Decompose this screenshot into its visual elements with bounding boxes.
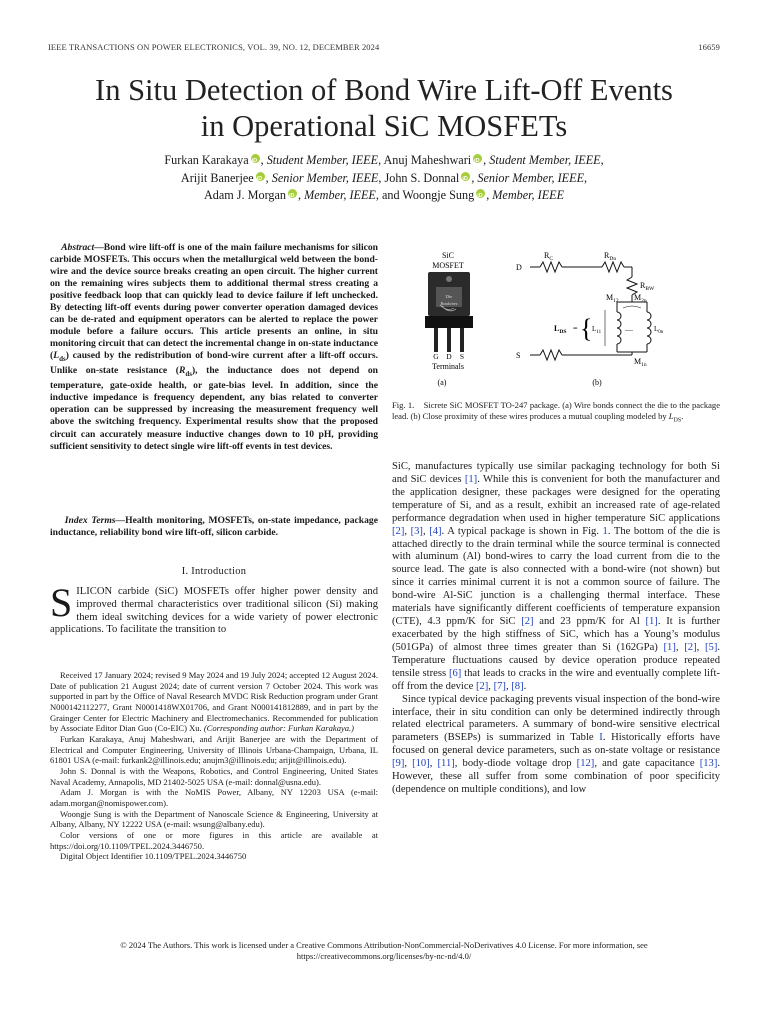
citation-link[interactable]: [13] — [699, 758, 718, 770]
subfigure-b-label: (b) — [592, 378, 602, 387]
orcid-icon[interactable] — [473, 154, 482, 163]
author-role: Senior Member, IEEE — [477, 170, 585, 185]
svg-text:RC: $R_C$ — [544, 251, 554, 262]
title-line-2: in Operational SiC MOSFETs — [200, 109, 568, 143]
circuit-diagram — [530, 262, 651, 360]
footnotes — [50, 670, 378, 862]
citation-link[interactable]: [11] — [437, 758, 455, 770]
pin-s — [460, 328, 464, 352]
svg-text:Die: Die — [445, 294, 453, 299]
svg-text:=: = — [573, 324, 578, 333]
citation-link[interactable]: [6] — [448, 667, 462, 679]
pin-g — [434, 328, 438, 352]
package-label: MOSFET — [432, 261, 464, 270]
paragraph: Since typical device packaging prevents visual inspection of the bond-wire interface, their in situ condition can only be determined indirectly through related electrical parameters. A summary of bond-wire sensitive electrical parameters (BSEPs) is summarized in Table I. Historically efforts have focused on general device parameters, such as on-state voltage or resistance [9], [10], [11], body-diode voltage drop [12], and gate capacitance [13]. However, these all suffer from some combination of poor specificity (dependence on multiple conditions), and low — [392, 693, 721, 796]
svg-text:....: .... — [625, 324, 633, 333]
orcid-icon[interactable] — [288, 189, 297, 198]
license-text: © 2024 The Authors. This work is licensed under a Creative Commons Attribution-NonCommercial-NoDerivatives 4.0 License. For more information, see — [120, 940, 648, 950]
package-base — [425, 316, 473, 328]
citation-link[interactable]: [9] — [392, 758, 405, 770]
footnote-affiliation: Furkan Karakaya, Anuj Maheshwari, and Arijit Banerjee are with the Department of Electrical and Computer Engineering, University of Illinois Urbana-Champaign, Urbana, IL 61801 USA (e-mail: furkank2@illinois.edu; anujm3@illinois.edu; arijit@illinois.edu). — [50, 733, 378, 766]
citation-link[interactable]: [1] — [645, 616, 658, 628]
svg-text:M2n: $M_{2n}$ — [634, 293, 647, 304]
paragraph: SiC, manufactures typically use similar packaging technology for both Si and SiC devices [1]. While this is convenient for both the manufacturer and the application designer, these packages were designed for the operating temperature of Si, and as a result, exhibit an increased rate of age-related performance degradation when used in higher temperature SiC applications [2], [3], [4]. A typical package is shown in Fig. 1. The bottom of the die is attached directly to the drain terminal while the source terminal is connected with aluminum (Al) bond-wires to carry the load current from die to the source lead. The gate is also connected with a bond-wire (not shown) but since it carries minimal current it is not a common source of failure. The bond-wire Al-SiC junction is a challenging thermal interface. These materials have significantly different coefficients of temperature expansion (CTE), 4.3 ppm/K for SiC [2] and 23 ppm/K for Al [1]. It is further exacerbated by the high stiffness of SiC, which has a Young’s modulus (501GPa) of almost three times greater than Si (162GPa) [1], [2], [5]. Temperature fluctuations caused by device operation produce repeated tensile stress [6] that leads to cracks in the wire and eventually complete lift-off from the device [2], [7], [8]. — [392, 461, 721, 692]
paper-title — [0, 72, 768, 144]
citation-link[interactable]: [3] — [410, 525, 423, 537]
abstract: Abstract—Bond wire lift-off is one of the main failure mechanisms for silicon carbide MOSFETs. This occurs when the metallurgical weld between the bond-wire and the device source breaks creating an open circuit. The higher current on the remaining wires subjects them to additional thermal stress creating a positive feedback loop that can quickly lead to device failure if left unchecked. By detecting lift-off events during power converter operation damaged devices can be de-rated and equipment operators can be alerted to replace the power module before a failure occurs. This article presents an online, in situ monitoring circuit that can detect the incremental change in on-state inductance $(L_{ds})$ caused by the redistribution of bond-wire current after a lift-off occurs. Unlike on-state resistance $(R_{ds})$, the inductance does not depend on temperature, gate-oxide health, or gate-bias level. In addition, since the inductive impedance is frequency dependent, any bias related to converter operation can be suppressed by increasing the measurement frequency well above the switching frequency. Experimental results show that the proposed circuit can accurately measure inductive changes down to 10 pH, providing sufficient sensitivity to detect single wire lift-off events in test devices. — [50, 242, 378, 452]
svg-text:L0n: $L_{0n}$ — [654, 325, 664, 335]
svg-text:M12: $M_{12}$ — [606, 293, 619, 304]
orcid-icon[interactable] — [476, 189, 485, 198]
section-heading: I. Introduction — [181, 566, 247, 577]
author-name: Adam J. Morgan — [203, 188, 287, 202]
footnote-affiliation: Woongje Sung is with the Department of Nanoscale Science & Engineering, University at Albany, Albany, NY 12222 USA (e-mail: wsung@albany.edu). — [50, 808, 378, 830]
citation-link[interactable]: [5] — [705, 641, 718, 653]
body-text-right — [392, 461, 720, 797]
author-role: Student Member, IEEE — [266, 153, 379, 167]
citation-link[interactable]: [12] — [576, 758, 595, 770]
figure-caption: Fig. 1. Sicrete SiC MOSFET TO-247 package. (a) Wire bonds connect the die to the package lead. (b) Close proximity of these wires produces a mutual coupling modeled by $L_{DS}$. — [392, 400, 720, 424]
author-name: John S. Donnal — [384, 170, 460, 185]
citation-link[interactable]: [1] — [663, 641, 676, 653]
footnote-color: Color versions of one or more figures in this article are available at https://doi.org/10.1109/TPEL.2024.3446750. — [50, 829, 378, 851]
footnote-doi: Digital Object Identifier 10.1109/TPEL.2024.3446750 — [60, 851, 247, 862]
table-link[interactable]: I — [599, 732, 603, 744]
svg-text:{: { — [580, 314, 593, 343]
terminals-label: Terminals — [432, 362, 464, 371]
page-number: 16659 — [698, 42, 720, 52]
citation-link[interactable]: [8] — [511, 680, 524, 692]
citation-link[interactable]: [4] — [429, 525, 442, 537]
author-role: Member, IEEE — [492, 188, 565, 202]
index-terms-label: Index Terms— — [64, 515, 126, 526]
author-role: Senior Member, IEEE — [271, 170, 379, 185]
drop-cap: S — [50, 580, 73, 625]
citation-link[interactable]: [1] — [464, 473, 478, 485]
figure-link[interactable]: 1 — [602, 525, 608, 537]
package-label: SiC — [441, 251, 455, 260]
citation-link[interactable]: [2] — [521, 616, 534, 628]
figure-1 — [392, 242, 720, 392]
node-d: D — [516, 263, 522, 272]
citation-link[interactable]: [10] — [412, 758, 430, 770]
footnote-affiliation: Adam J. Morgan is with the NoMIS Power, Albany, NY 12203 USA (e-mail: adam.morgan@nomispower.com). — [50, 787, 378, 808]
author-role: Member, IEEE — [304, 188, 376, 202]
footnote-affiliation: John S. Donnal is with the Weapons, Robotics, and Control Engineering, United States Naval Academy, Annapolis, MD 21402-5025 USA (e-mail: donnal@usna.edu). — [50, 765, 378, 787]
orcid-icon[interactable] — [251, 154, 260, 163]
svg-text:RDn: $R_{Dn}$ — [604, 251, 617, 262]
svg-text:S: S — [459, 352, 465, 361]
figure-1-graphic — [392, 242, 720, 392]
subfigure-a-label: (a) — [437, 378, 447, 387]
orcid-icon[interactable] — [461, 172, 470, 181]
journal-header: IEEE TRANSACTIONS ON POWER ELECTRONICS, VOL. 39, NO. 12, DECEMBER 2024 — [48, 42, 380, 52]
svg-text:M1n: $M_{1n}$ — [634, 357, 647, 368]
mounting-hole — [446, 276, 452, 282]
author-role: Student Member, IEEE — [489, 153, 601, 167]
author-name: and Woongje Sung — [381, 188, 475, 202]
abstract-label: Abstract— — [61, 242, 104, 253]
author-name: Anuj Maheshwari — [383, 153, 472, 167]
citation-link[interactable]: [2] — [684, 641, 697, 653]
svg-text:D: D — [446, 352, 452, 361]
svg-text:L11: $L_{11}$ — [592, 325, 602, 335]
svg-text:G: G — [433, 352, 439, 361]
license-link[interactable]: https://creativecommons.org/licenses/by-nc-nd/4.0/ — [296, 951, 472, 961]
citation-link[interactable]: [7] — [493, 680, 506, 692]
license-footer — [0, 940, 768, 962]
author-list: Furkan KarakayaiD , Student Member, IEEE, Anuj MaheshwariiD , Student Member, IEEE, Arijit BanerjeeiD , Senior Member, IEEE, John S. DonnaliD , Senior Member, IEEE, Adam J. MorganiD , Member, IEEE, and Woongje SungiD , Member, IEEE — [0, 152, 768, 205]
author-name: Furkan Karakaya — [164, 153, 249, 167]
index-terms: Index Terms—Health monitoring, MOSFETs, on-state impedance, package inductance, reliability bond wire lift-off, silicon carbide. — [50, 515, 378, 539]
author-name: Arijit Banerjee — [180, 170, 254, 185]
node-s: S — [516, 351, 521, 360]
svg-text:RBW: $R_{BW}$ — [640, 281, 655, 292]
introduction-text: SILICON carbide (SiC) MOSFETs offer higher power density and improved thermal characteristics over traditional silicon (Si) making them ideal switching devices for a wide variety of power electronic applications. To facilitate the transition to — [50, 580, 378, 636]
pin-d — [447, 328, 451, 352]
citation-link[interactable]: [2] — [475, 680, 489, 692]
orcid-icon[interactable] — [256, 172, 265, 181]
svg-text:LDS: $L_{DS}$ — [554, 324, 567, 335]
svg-text:Bondwires: Bondwires — [440, 301, 458, 306]
citation-link[interactable]: [2] — [392, 525, 405, 537]
footnote-received: Received 17 January 2024; revised 9 May 2024 and 19 July 2024; accepted 12 August 2024. Date of publication 21 August 2024; date of current version 7 October 2024. This work was supported in part by the Office of Naval Research MVDC Risk Reduction program under Grant N000142112277, Grant N0001418WX01706, and Grant N000141812889, and in part by the Grainger Center for Electric Machinery and Electromechanics. Recommended for publication by Associate Editor Dian Guo (Co-EIC) Xu. (Corresponding author: Furkan Karakaya.) — [50, 670, 378, 734]
title-line-1: In Situ Detection of Bond Wire Lift-Off Events — [95, 73, 673, 107]
